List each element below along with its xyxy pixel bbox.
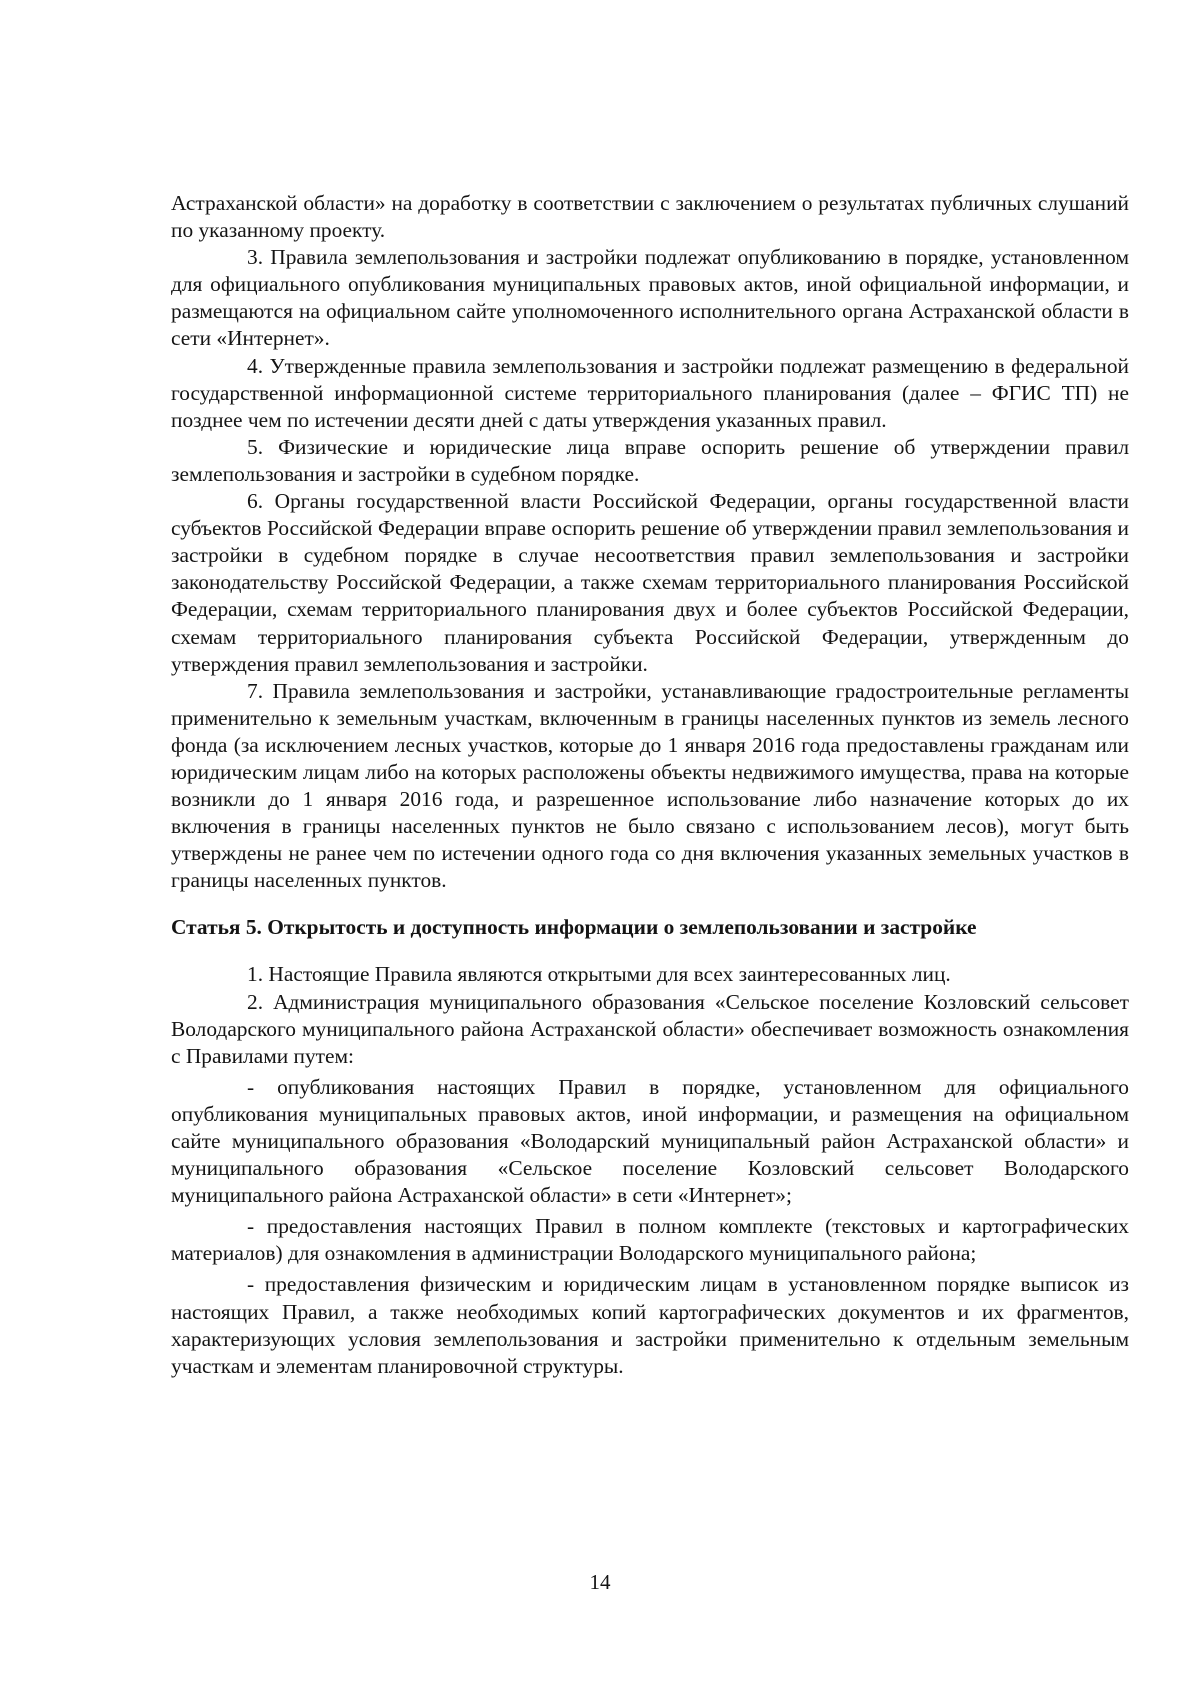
paragraph-item-4: 4. Утвержденные правила землепользования и застройки подлежат размещению в федеральной государственной информационной системе территориального планирования (далее – ФГИС ТП) не позднее чем по истечении десяти дней с даты утверждения указанных правил.	[171, 353, 1129, 432]
article-heading: Статья 5. Открытость и доступность информации о землепользовании и застройке	[171, 915, 977, 940]
document-body	[171, 190, 1129, 1380]
paragraph-item-6: 6. Органы государственной власти Российской Федерации, органы государственной власти субъектов Российской Федерации вправе оспорить решение об утверждении правил землепользования и застройки в судебном порядке в случае несоответствия правил землепользования и застройки законодательству Российской Федерации, а также схемам территориального планирования Российской Федерации, схемам территориального планирования двух и более субъектов Российской Федерации, схемам территориального планирования субъекта Российской Федерации, утвержденным до утверждения правил землепользования и застройки.	[171, 489, 1129, 676]
page-number: 14	[589, 1570, 611, 1594]
paragraph-item-7: 7. Правила землепользования и застройки, устанавливающие градостроительные регламенты применительно к земельным участкам, включенным в границы населенных пунктов из земель лесного фонда (за исключением лесных участков, которые до 1 января 2016 года предоставлены гражданам или юридическим лицам либо на которых расположены объекты недвижимого имущества, права на которые возникли до 1 января 2016 года, и разрешенное использование либо назначение которых до их включения в границы населенных пунктов не было связано с использованием лесов), могут быть утверждены не ранее чем по истечении одного года со дня включения указанных земельных участков в границы населенных пунктов.	[171, 678, 1129, 893]
paragraph-item-3: 3. Правила землепользования и застройки подлежат опубликованию в порядке, установленном для официального опубликования муниципальных правовых актов, иной официальной информации, и размещаются на официальном сайте уполномоченного исполнительного органа Астраханской области в сети «Интернет».	[171, 245, 1129, 351]
paragraph-article5-item-1: 1. Настоящие Правила являются открытыми для всех заинтересованных лиц.	[247, 962, 951, 987]
list-item-full-set: - предоставления настоящих Правил в полном комплекте (текстовых и картографических материалов) для ознакомления в администрации Володарского муниципального района;	[171, 1214, 1129, 1266]
list-item-publication: - опубликования настоящих Правил в порядке, установленном для официального опубликования муниципальных правовых актов, иной информации, и размещения на официальном сайте муниципального образования «Володарский муниципальный район Астраханской области» и муниципального образования «Сельское поселение Козловский сельсовет Володарского муниципального района Астраханской области» в сети «Интернет»;	[171, 1074, 1129, 1208]
list-item-extracts: - предоставления физическим и юридическим лицам в установленном порядке выписок из настоящих Правил, а также необходимых копий картографических документов и их фрагментов, характеризующих условия землепользования и застройки применительно к отдельным земельным участкам и элементам планировочной структуры.	[171, 1272, 1129, 1378]
paragraph-item-5: 5. Физические и юридические лица вправе оспорить решение об утверждении правил землепользования и застройки в судебном порядке.	[171, 434, 1129, 486]
paragraph-article5-item-2: 2. Администрация муниципального образования «Сельское поселение Козловский сельсовет Володарского муниципального района Астраханской области» обеспечивает возможность ознакомления с Правилами путем:	[171, 989, 1129, 1068]
paragraph-continuation: Астраханской области» на доработку в соответствии с заключением о результатах публичных слушаний по указанному проекту.	[171, 191, 1129, 243]
